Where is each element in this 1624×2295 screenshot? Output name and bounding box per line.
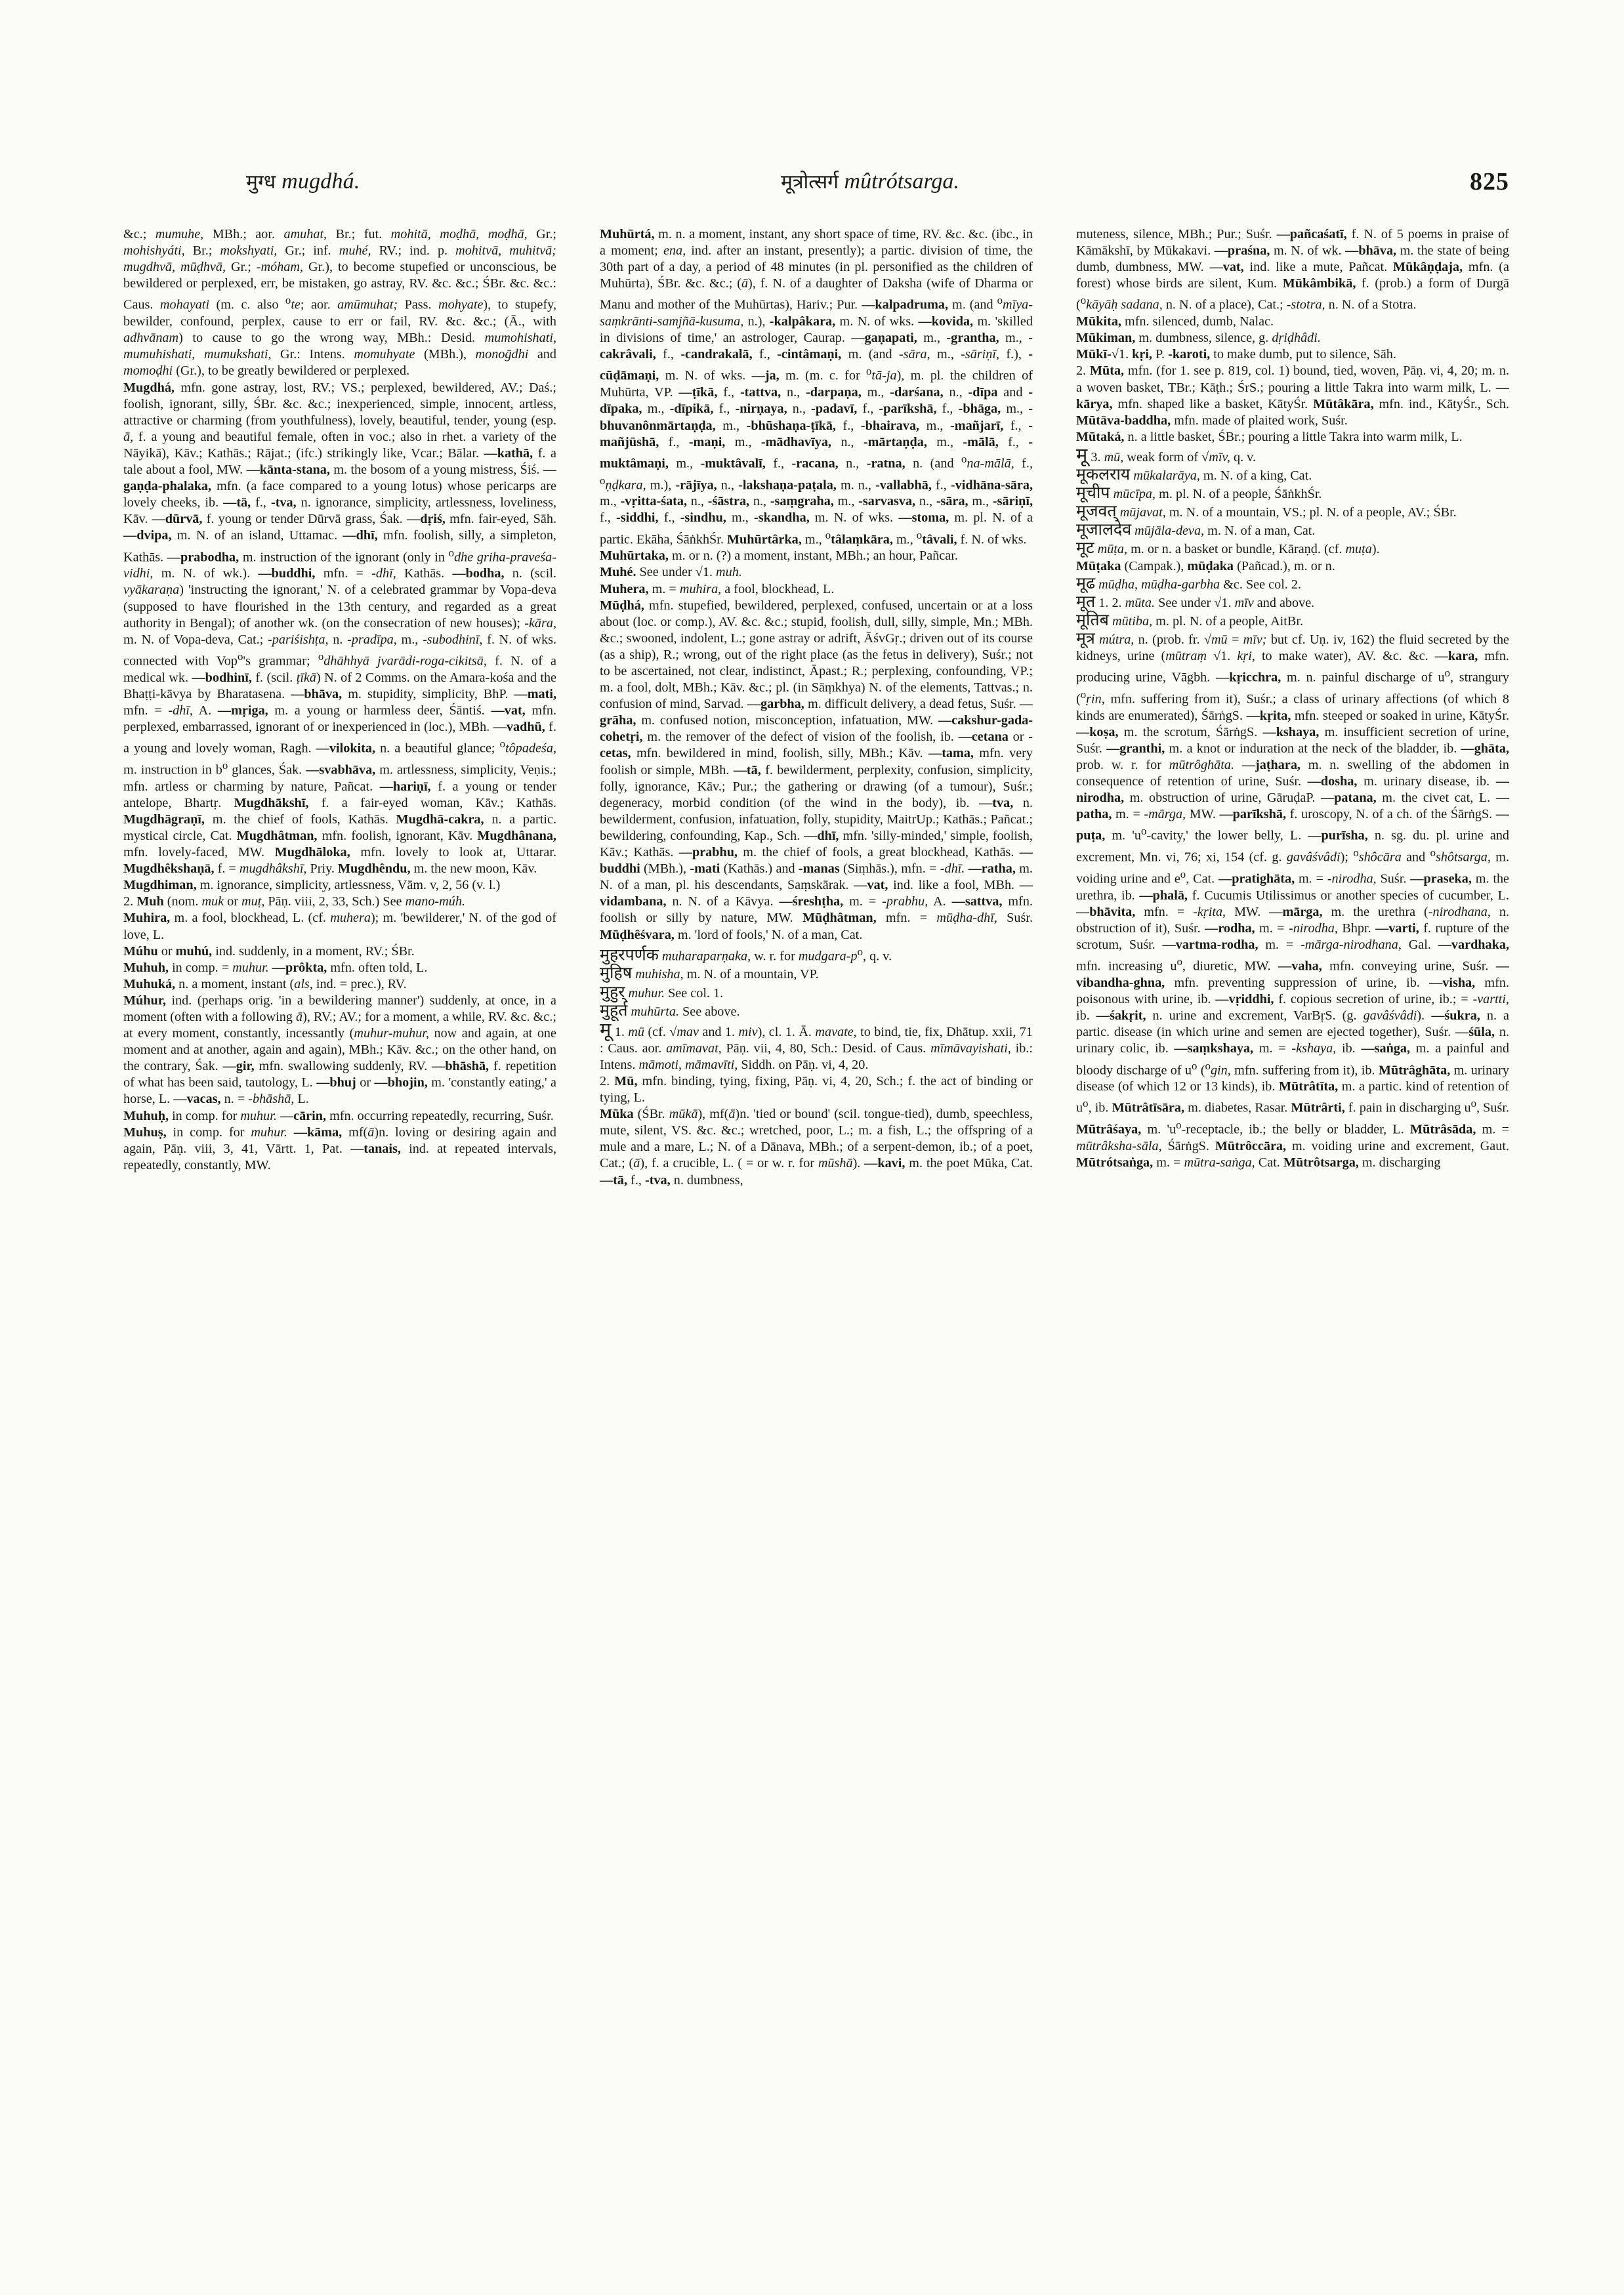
dictionary-entry: मूजवत् mūjavat, m. N. of a mountain, VS.; pl. N. of a people, AV.; ŚBr.	[1076, 501, 1457, 521]
column-3	[1076, 226, 1509, 2201]
dictionary-entry: muteness, silence, MBh.; Pur.; Suśr. —pañcaśatī, f. N. of 5 poems in praise of Kāmākshī, by Mūkakavi. —praśna, m. N. of wk. —bhāva, m. the state of being dumb, dumbness, MW. —vat, ind. like a mute, Pañcat. Mūkâṇḍaja, mfn. (a forest) whose birds are silent, Kum. Mūkâmbikā, f. (prob.) a form of Durgā ($^o$kāyāḥ sadana, n. N. of a place), Cat.; -stotra, n. N. of a Stotra.	[1076, 227, 1509, 313]
dictionary-entry: 2. Mū, mfn. binding, tying, fixing, Pāṇ. vi, 4, 20, Sch.; f. the act of binding or tying, L.	[600, 1074, 1033, 1106]
dictionary-entry: Mugdhá, mfn. gone astray, lost, RV.; VS.; perplexed, bewildered, AV.; Daś.; foolish, ignorant, silly, ŚBr. &c. &c.; inexperienced, simple, innocent, artless, attractive or charming (from youthfulness), lovely, beautiful, tender, young (esp. ā, f. a young and beautiful female, often in voc.; also in rhet. a variety of the Nāyikā), Kāv.; Kathās.; Rājat.; (ifc.) strikingly like, Vcar.; Bālar. —kathā, f. a tale about a fool, MW. —kānta-stana, m. the bosom of a young mistress, Śiś. —gaṇḍa-phalaka, mfn. (a face compared to a young lotus) whose pericarps are lovely cheeks, ib. —tā, f., -tva, n. ignorance, simplicity, artlessness, loveliness, Kāv. —dūrvā, f. young or tender Dūrvā grass, Śak. —dṛiś, mfn. fair-eyed, Sāh. —dvipa, m. N. of an island, Uttamac. —dhī, mfn. foolish, silly, a simpleton, Kathās. —prabodha, m. instruction of the ignorant (only in $^o$dhe griha-praveśa-vidhi, m. N. of wk.). —buddhi, mfn. = -dhī, Kathās. —bodha, n. (scil. vyākaraṇa) 'instructing the ignorant,' N. of a celebrated grammar by Vopa-deva (supposed to have flourished in the 13th century, and regarded as a great authority in Bengal); of another wk. (on the consecration of new houses); -kāra, m. N. of Vopa-deva, Cat.; -pariśishṭa, n. -pradīpa, m., -subodhinī, f. N. of wks. connected with Vop$^o$'s grammar; $^o$dhāhhyā jvarādi-roga-cikitsā, f. N. of a medical wk. —bodhinī, f. (scil. ṭīkā) N. of 2 Comms. on the Amara-kośa and the Bhaṭṭi-kāvya by Bharatasena. —bhāva, m. stupidity, simplicity, BhP. —mati, mfn. = -dhī, A. —mṛiga, m. a young or harmless deer, Śāntiś. —vat, mfn. perplexed, embarrassed, ignorant of or inexperienced in (loc.), MBh. —vadhū, f. a young and lovely woman, Ragh. —vilokita, n. a beautiful glance; $^o$tôpadeśa, m. instruction in $b^o$ glances, Śak. —svabhāva, m. artlessness, simplicity, Veṇis.; mfn. artless or charming by nature, Pañcat. —hariṇī, f. a young or tender antelope, Bhartṛ. Mugdhākshī, f. a fair-eyed woman, Kāv.; Kathās. Mugdhāgraṇī, m. the chief of fools, Kathās. Mugdhā-cakra, n. a partic. mystical circle, Cat. Mugdhâtman, mfn. foolish, ignorant, Kāv. Mugdhânana, mfn. lovely-faced, MW. Mugdhāloka, mfn. lovely to look at, Uttarar. Mugdhêkshaṇā, f. = mugdhâkshī, Priy. Mugdhêndu, m. the new moon, Kāv.	[123, 380, 556, 877]
dictionary-entry: मुहूर्त muhūrta. See above.	[600, 1000, 740, 1020]
dictionary-entry: मुहरपर्णक muharaparṇaka, w. r. for mudgara-$p^o$, q. v.	[600, 945, 892, 964]
dictionary-entry: Muhuḥ, in comp. for muhur. —cārin, mfn. occurring repeatedly, recurring, Suśr.	[123, 1108, 554, 1123]
dictionary-entry: Muhūrtaka, m. or n. (?) a moment, instant, MBh.; an hour, Pañcar.	[600, 548, 958, 564]
dictionary-entry: Mūkita, mfn. silenced, dumb, Nalac.	[1076, 314, 1274, 329]
header-left-entry	[246, 167, 360, 194]
header-left-transliteration: mugdhá.	[281, 169, 360, 194]
page-number: 825	[1470, 168, 1509, 196]
column-2	[600, 226, 1033, 2201]
dictionary-entry: Múhur, ind. (perhaps orig. 'in a bewildering manner') suddenly, at once, in a moment (often with a following ā), RV.; AV.; for a moment, a while, RV. &c. &c.; at every moment, constantly, incessantly (muhur-muhur, now and again, at one moment and at another, again and again), MBh.; Kāv. &c.; on the other hand, on the contrary, Śak. —gir, mfn. swallowing suddenly, RV. —bhāshā, f. repetition of what has been said, tautology, L. —bhuj or —bhojin, m. 'constantly eating,' a horse, L. —vacas, n. = -bhāshā, L.	[123, 993, 556, 1107]
dictionary-entry: Muhuh, in comp. = muhur. —prôkta, mfn. often told, L.	[123, 960, 428, 975]
dictionary-entry: मूत्र mútra, n. (prob. fr. √mū = mīv; but cf. Uṇ. iv, 162) the fluid secreted by the kidneys, urine (mūtraṃ √1. kṛi, to make water), AV. &c. &c. —kara, mfn. producing urine, Vāgbh. —kṛicchra, m. n. painful discharge of $u^o$, strangury ($^o$ṛin, mfn. suffering from it), Suśr.; a class of urinary affections (of which 8 kinds are enumerated), ŚārṅgS. —kṛita, mfn. steeped or soaked in urine, KātyŚr. —koṣa, m. the scrotum, ŚārṅgS. —kshaya, m. insufficient secretion of urine, Suśr. —granthi, m. a knot or induration at the neck of the bladder, ib. —ghāta, prob. w. r. for mūtrôghāta. —jaṭhara, m. n. swelling of the abdomen in consequence of retention of urine, Suśr. —dosha, m. urinary disease, ib. —nirodha, m. obstruction of urine, GāruḍaP. —patana, m. the civet cat, L. —patha, m. = -mārga, MW. —parīkshā, f. uroscopy, N. of a ch. of the ŚārṅgS. —puṭa, m. '$u^o-cavity$,' the lower belly, L. —purīsha, n. sg. du. pl. urine and excrement, Mn. vi, 76; xi, 154 (cf. g. gavâśvâdi); $^o$shôcāra and $^o$shôtsarga, m. voiding urine and $e^o$, Cat. —pratighāta, m. = -nirodha, Suśr. —praseka, m. the urethra, ib. —phalā, f. Cucumis Utilissimus or another species of cucumber, L. —bhāvita, mfn. = -kṛita, MW. —mārga, m. the urethra (-nirodhana, n. obstruction of it), Suśr. —rodha, m. = -nirodha, Bhpr. —varti, f. rupture of the scrotum, Suśr. —vartma-rodha, m. = -mārga-nirodhana, Gal. —vardhaka, mfn. increasing $u^o$, diuretic, MW. —vaha, mfn. conveying urine, Suśr. —vibandha-ghna, mfn. preventing suppression of urine, ib. —visha, mfn. poisonous with urine, ib. —vṛiddhi, f. copious secretion of urine, ib.; = -vartti, ib. —śakṛit, n. urine and excrement, VarBṛS. (g. gavâśvâdi). —śukra, n. a partic. disease (in which urine and semen are ejected together), Suśr. —śūla, n. urinary colic, ib. —saṃkshaya, m. = -kshaya, ib. —saṅga, m. a painful and bloody discharge of $u^o$ ($^o$gin, mfn. suffering from it), ib. Mūtrâghāta, m. urinary disease (of which 12 or 13 kinds), ib. Mūtrâtīta, m. a partic. kind of retention of $u^o$, ib. Mūtrâtīsāra, m. diabetes, Rasar. Mūtrârti, f. pain in discharging $u^o$, Suśr. Mūtrâśaya, m. '$u^o$-receptacle, ib.; the belly or bladder, L. Mūtrâsāda, m. = mūtrâksha-sāla, ŚārṅgS. Mūtrôccāra, m. voiding urine and excrement, Gaut. Mūtrótsaṅga, m. = mūtra-saṅga, Cat. Mūtrôtsarga, m. discharging	[1076, 628, 1509, 1170]
dictionary-entry: मूचीप mūcīpa, m. pl. N. of a people, ŚāṅkhŚr.	[1076, 483, 1322, 503]
dictionary-entry: Mūṭaka (Campak.), mūḍaka (Pañcad.), m. or n.	[1076, 558, 1335, 573]
page-header	[125, 167, 1509, 207]
header-left-devanagari: मुग्ध	[246, 171, 276, 194]
dictionary-entry: 2. Mūta, mfn. (for 1. see p. 819, col. 1) bound, tied, woven, Pāṇ. vi, 4, 20; m. n. a woven basket, TBr.; Kāṭh.; ŚrS.; pouring a little Takra into warm milk, L. —kārya, mfn. shaped like a basket, KātyŚr. Mūtâkāra, mfn. ind., KātyŚr., Sch. Mūtāva-baddha, mfn. made of plaited work, Suśr.	[1076, 363, 1509, 428]
dictionary-entry: Muhé. See under √1. muh.	[600, 565, 742, 580]
dictionary-entry: मूत 1. 2. mūta. See under √1. mīv and above.	[1076, 591, 1315, 611]
dictionary-entry: मुहुर् muhur. See col. 1.	[600, 982, 724, 1001]
dictionary-entry: मू 3. mū, weak form of √mīv, q. v.	[1076, 443, 1257, 466]
dictionary-entry: Muhira, m. a fool, blockhead, L. (cf. muhera); m. 'bewilderer,' N. of the god of love, L.	[123, 911, 556, 942]
dictionary-entry: Muhera, m. = muhira, a fool, blockhead, L.	[600, 581, 835, 596]
dictionary-entry: 2. Muh (nom. muk or muṭ, Pāṇ. viii, 2, 33, Sch.) See mano-múh.	[123, 894, 465, 909]
dictionary-entry: Mūḍhá, mfn. stupefied, bewildered, perplexed, confused, uncertain or at a loss about (loc. or comp.), AV. &c. &c.; stupid, foolish, dull, silly, simple, Mn.; MBh. &c.; swooned, indolent, L.; gone astray or adrift, ĀśvGṛ.; driven out of its course (as a ship), R.; wrong, out of the right place (as the fetus in delivery), Suśr.; not to be ascertained, not clear, indistinct, Āpast.; R.; perplexing, confounding, VP.; m. a fool, dolt, MBh.; Kāv. &c.; pl. (in Sāṃkhya) N. of the elements, Tattvas.; n. confusion of mind, Sarvad. —garbha, m. difficult delivery, a dead fetus, Suśr. —grāha, m. confused notion, misconception, infatuation, MW. —cakshur-gada-cohetṛi, m. the remover of the defect of vision of the foolish, ib. —cetana or -cetas, mfn. bewildered in mind, foolish, silly, MBh.; Kāv. —tama, mfn. very foolish or simple, MBh. —tā, f. bewilderment, perplexity, confusion, simplicity, folly, ignorance, Kāv.; Pur.; the gathering or drawing (of a tumour), Suśr.; degeneracy, morbid condition (of the wind in the body), ib. —tva, n. bewilderment, confusion, infatuation, folly, stupidity, MaitrUp.; Kathās.; Pañcat.; bewildering, confounding, Kap., Sch. —dhī, mfn. 'silly-minded,' simple, foolish, Kāv.; Kathās. —prabhu, m. the chief of fools, a great blockhead, Kathās. —buddhi (MBh.), -mati (Kathās.) and -manas (Siṃhās.), mfn. = -dhī. —ratha, m. N. of a man, pl. his descendants, Saṃskārak. —vat, ind. like a fool, MBh. —vidambana, n. N. of a Kāvya. —śreshṭha, m. = -prabhu, A. —sattva, mfn. foolish or silly by nature, MW. Mūḍhâtman, mfn. = mūḍha-dhī, Suśr. Mūḍhêśvara, m. 'lord of fools,' N. of a man, Cat.	[600, 598, 1033, 942]
dictionary-entry: मूकलराय mūkalarāya, m. N. of a king, Cat.	[1076, 465, 1312, 484]
dictionary-entry: मू 1. mū (cf. √mav and 1. miv), cl. 1. Ā. mavate, to bind, tie, fix, Dhātup. xxii, 71 : Caus. aor. amīmavat, Pāṇ. vii, 4, 80, Sch.: Desid. of Caus. mīmāvayishati, ib.: Intens. māmoti, māmavīti, Siddh. on Pāṇ. vi, 4, 20.	[600, 1018, 1033, 1072]
dictionary-entry: Muhūrtá, m. n. a moment, instant, any short space of time, RV. &c. &c. (ibc., in a moment; ena, ind. after an instant, presently); a partic. division of time, the 30th part of a day, a period of 48 minutes (in pl. personified as the children of Muhūrta), ŚBr. &c. &c.; (ā), f. N. of a daughter of Daksha (wife of Dharma or Manu and mother of the Muhūrtas), Hariv.; Pur. —kalpadruma, m. (and $^o$mīya-saṃkrānti-samjñā-kusuma, n.), -kalpâkara, m. N. of wks. —kovida, m. 'skilled in divisions of time,' an astrologer, Caurap. —gaṇapati, m., -grantha, m., -cakrâvali, f., -candrakalā, f., -cintâmaṇi, m. (and -sāra, m., -sāriṇī, f.), -cūḍāmaṇi, m. N. of wks. —ja, m. (m. c. for $^o$tā-ja), m. pl. the children of Muhūrta, VP. —ṭīkā, f., -tattva, n., -darpaṇa, m., -darśana, n., -dīpa and -dīpaka, m., -dīpikā, f., -nirṇaya, n., -padavī, f., -parīkshā, f., -bhāga, m., -bhuvanônmārtaṇḍa, m., -bhūshaṇa-ṭīkā, f., -bhairava, m., -mañjarī, f., -mañjūshā, f., -maṇi, m., -mādhavīya, n., -mārtaṇḍa, m., -mālā, f., -muktâmaṇi, m., -muktâvalī, f., -racana, n., -ratna, n. (and $^o$na-mālā, f., $^o$ṇḍkara, m.), -rājīya, n., -lakshaṇa-paṭala, m. n., -vallabhā, f., -vidhāna-sāra, m., -vṛitta-śata, n., -śāstra, n., -saṃgraha, m., -sarvasva, n., -sāra, m., -sāriṇī, f., -siddhi, f., -sindhu, m., -skandha, m. N. of wks. —stoma, m. pl. N. of a partic. Ekāha, ŚāṅkhŚr. Muhūrtârka, m., $^o$tâlaṃkāra, m., $^o$tâvali, f. N. of wks.	[600, 227, 1033, 547]
dictionary-entry: Mūtaká, n. a little basket, ŚBr.; pouring a little Takra into warm milk, L.	[1076, 429, 1463, 444]
dictionary-entry: मूढ mūḍha, mūḍha-garbha &c. See col. 2.	[1076, 573, 1302, 592]
dictionary-entry: Múhu or muhú, ind. suddenly, in a moment, RV.; ŚBr.	[123, 943, 415, 959]
dictionary-entry: मूतिब mūtiba, m. pl. N. of a people, AitBr.	[1076, 610, 1304, 629]
header-mid-devanagari: मूत्रोत्सर्ग	[781, 171, 839, 194]
dictionary-entry: &c.; mumuhe, MBh.; aor. amuhat, Br.; fut. mohitā, moḍhā, moḍhā, Gr.; mohishyáti, Br.; mokshyati, Gr.; inf. muhé, RV.; ind. p. mohitvā, muhitvā; mugdhvā, mūḍhvā, Gr.; -móham, Gr.), to become stupefied or unconscious, be bewildered or perplexed, err, be mistaken, go astray, RV. &c. &c.; ŚBr. &c. &c.: Caus. mohayati (m. c. also $^o$te; aor. amūmuhat; Pass. mohyate), to stupefy, bewilder, confound, perplex, cause to err or fail, RV. &c. &c.; (Ā., with adhvānam) to cause to go the wrong way, MBh.: Desid. mumohishati, mumuhishati, mumukshati, Gr.: Intens. momuhyate (MBh.), monoḡdhi and momoḍhi (Gr.), to be greatly bewildered or perplexed.	[123, 227, 556, 379]
dictionary-entry: Mugdhiman, m. ignorance, simplicity, artlessness, Vām. v, 2, 56 (v. l.)	[123, 878, 501, 893]
dictionary-entry: Mūkiman, m. dumbness, silence, g. dṛiḍhâdi.	[1076, 331, 1321, 346]
dictionary-entry: Mūkī-√1. kṛi, P. -karoti, to make dumb, put to silence, Sāh.	[1076, 347, 1396, 362]
text-columns	[123, 226, 1509, 2201]
column-1	[123, 226, 556, 2201]
dictionary-entry: मूट mūṭa, m. or n. a basket or bundle, Kāraṇḍ. (cf. muṭa).	[1076, 538, 1380, 558]
dictionary-entry: मूजालदेव mūjāla-deva, m. N. of a man, Cat.	[1076, 520, 1316, 539]
header-mid-transliteration: mûtrótsarga.	[844, 169, 959, 194]
dictionary-entry: मुहिष muhisha, m. N. of a mountain, VP.	[600, 963, 819, 983]
header-right-entry	[781, 167, 959, 194]
dictionary-entry: Muhuṣ, in comp. for muhur. —kāma, mf(ā)n. loving or desiring again and again, Pāṇ. viii, 3, 41, Vārtt. 1, Pat. —tanais, ind. at repeated intervals, repeatedly, constantly, MW.	[123, 1125, 556, 1172]
dictionary-entry: Muhuká, n. a moment, instant (als, ind. = prec.), RV.	[123, 976, 407, 991]
dictionary-entry: Mūka (ŚBr. mūkā), mf(ā)n. 'tied or bound' (scil. tongue-tied), dumb, speechless, mute, silent, VS. &c. &c.; wretched, poor, L.; m. a fish, L.; the offspring of a mule and a mare, L.; N. of a Dānava, MBh.; of a serpent-demon, ib.; of a poet, Cat.; (ā), f. a crucible, L. ( = or w. r. for mūshā). —kavi, m. the poet Mūka, Cat. —tā, f., -tva, n. dumbness,	[600, 1107, 1033, 1188]
